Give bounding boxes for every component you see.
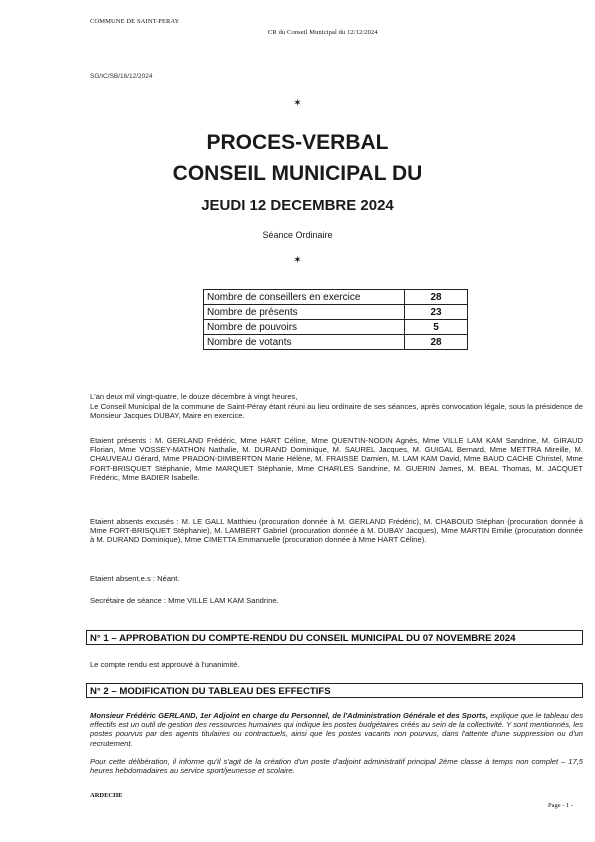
stat-label: Nombre de présents: [204, 305, 405, 320]
document-reference: CR du Conseil Municipal du 12/12/2024: [268, 29, 378, 36]
title-line-2: CONSEIL MUNICIPAL DU: [172, 162, 423, 185]
attendance-table: [203, 289, 468, 350]
table-row: [204, 305, 468, 320]
section-heading-1: N° 1 – APPROBATION DU COMPTE-RENDU DU CONSEIL MUNICIPAL DU 07 NOVEMBRE 2024: [86, 630, 583, 645]
section-1-body: Le compte rendu est approuvé à l'unanimité.: [90, 660, 240, 669]
intro-date: L'an deux mil vingt-quatre, le douze décembre à vingt heures,: [90, 392, 298, 401]
commune-name: COMMUNE DE SAINT-PERAY: [90, 18, 180, 25]
section-2-lead: Monsieur Frédéric GERLAND, 1er Adjoint en charge du Personnel, de l'Administration Générale et des Sports,: [90, 711, 489, 720]
stat-value: 5: [405, 320, 468, 335]
stat-value: 28: [405, 335, 468, 350]
stat-label: Nombre de conseillers en exercice: [204, 290, 405, 305]
footer-left: ARDECHE: [90, 792, 123, 799]
table-row: [204, 320, 468, 335]
star-icon-2: ✶: [293, 255, 302, 266]
stat-label: Nombre de pouvoirs: [204, 320, 405, 335]
meeting-secretary: Secrétaire de séance : Mme VILLE LAM KAM Sandrine.: [90, 596, 279, 605]
star-icon: ✶: [293, 98, 302, 109]
stat-value: 23: [405, 305, 468, 320]
file-reference: SG/IC/SB/16/12/2024: [90, 73, 153, 80]
stat-label: Nombre de votants: [204, 335, 405, 350]
present-members: Etaient présents : M. GERLAND Frédéric, Mme HART Céline, Mme QUENTIN-NODIN Agnès, Mme VILLE LAM KAM Sandrine, M. GIRAUD Florian, Mme VOSSEY-MATHON Nathalie, M. DURAND Dominique, M. SAUREL Jacques, M. GUIGAL Bernard, Mme METTRA Mireille, M. CHAUVEAU Gérard, Mme PRADON-DIMBERTON Marie Hélène, M. FRAISSE Damien, M. LAM KAM David, Mme BAUD CACHE Christel, Mme FORT-BRISQUET Stéphanie, Mme MARQUET Stéphanie, Mme CHARLES Sandrine, M. GUERIN James, M. BEAL Thomas, M. JACQUET Frédéric, Mme BADIER Isabelle.: [90, 436, 583, 482]
section-heading-2: N° 2 – MODIFICATION DU TABLEAU DES EFFECTIFS: [86, 683, 583, 698]
section-2-body-2: Pour cette délibération, il informe qu'il s'agit de la création d'un poste d'adjoint administratif principal 2ème classe à temps non complet – 17,5 heures hebdomadaires au service sport/jeunesse et scolaire.: [90, 757, 583, 776]
section-2-paragraph: [90, 711, 583, 748]
stat-value: 28: [405, 290, 468, 305]
title-line-3: JEUDI 12 DECEMBRE 2024: [201, 197, 394, 214]
title-line-1: PROCES-VERBAL: [206, 131, 389, 154]
session-type: Séance Ordinaire: [262, 230, 333, 240]
table-row: [204, 335, 468, 350]
absent-members: Etaient absent.e.s : Néant.: [90, 574, 180, 583]
table-row: [204, 290, 468, 305]
section-2-body-1: explique que le tableau des effectifs est un outil de gestion des ressources humaines qui indique les postes budgétaires créés au sein de la collectivité. Y sont mentionnés, les postes pourvus par des agents titulaires ou contractuels, ainsi que les postes vacants non pourvus, dans l'attente d'une suppression ou d'un recrutement.: [90, 711, 584, 748]
excused-members: Etaient absents excusés : M. LE GALL Matthieu (procuration donnée à M. GERLAND Frédéric), M. CHABOUD Stéphan (procuration donnée à Mme FORT-BRISQUET Stéphanie), M. LAMBERT Gabriel (procuration donnée à M. DUBAY Jacques), Mme MARTIN Emilie (procuration donnée à M. DURAND Dominique), Mme CIMETTA Emmanuelle (procuration donnée à Mme HART Céline).: [90, 517, 583, 545]
page-number: Page - 1 -: [548, 802, 574, 809]
intro-convocation: Le Conseil Municipal de la commune de Saint-Péray étant réuni au lieu ordinaire de ses séances, après convocation légale, sous la présidence de Monsieur Jacques DUBAY, Maire en exercice.: [90, 402, 583, 421]
